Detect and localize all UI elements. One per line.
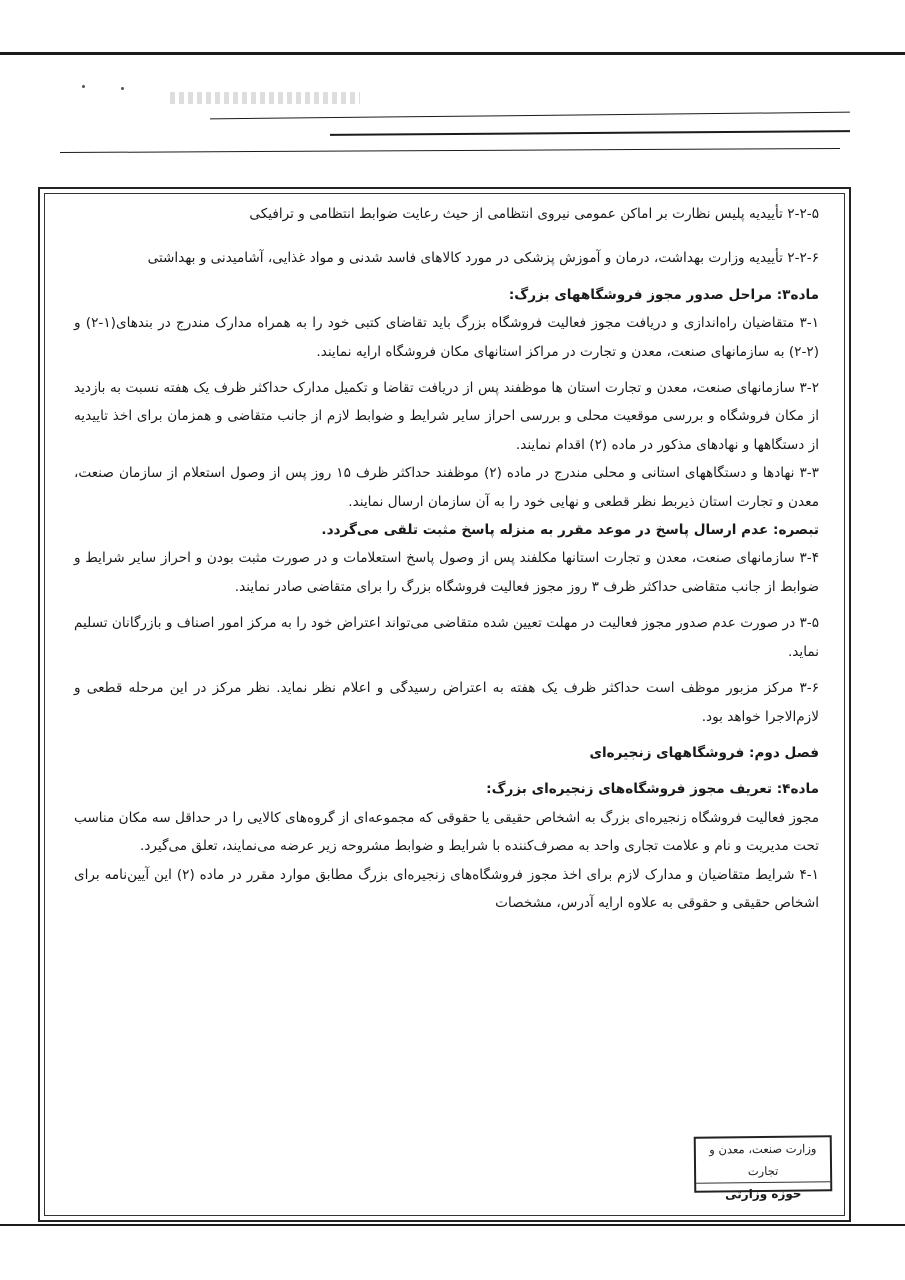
clause-2-2-5: ۲-۲-۵ تأییدیه پلیس نظارت بر اماکن عمومی نیروی انتظامی از حیث رعایت ضوابط انتظامی و ترافیکی xyxy=(249,206,819,222)
stamp-ministry-name: وزارت صنعت، معدن و تجارت xyxy=(696,1137,830,1183)
scan-smudge xyxy=(170,92,360,104)
clause-3-6: ۳-۶ مرکز مزبور موظف است حداکثر ظرف یک هفته به اعتراض رسیدگی و اعلام نظر نماید. نظر مرکز در این مرحله قطعی و لازم‌الاجرا خواهد بود. xyxy=(74,680,819,725)
clause-2-2-6: ۲-۲-۶ تأییدیه وزارت بهداشت، درمان و آموزش پزشکی در مورد کالاهای فاسد شدنی و مواد غذایی، آشامیدنی و بهداشتی xyxy=(147,250,819,267)
note-paragraph: تبصره: عدم ارسال پاسخ در موعد مقرر به منزله پاسخ مثبت تلقی می‌گردد. xyxy=(321,522,819,539)
document-body xyxy=(74,200,819,917)
chapter-2-heading: فصل دوم: فروشگاههای زنجیره‌ای xyxy=(589,744,819,761)
article-3-heading: ماده۳: مراحل صدور مجوز فروشگاههای بزرگ: xyxy=(508,286,819,303)
clause-3-2: ۳-۲ سازمانهای صنعت، معدن و تجارت استان ها موظفند پس از دریافت تقاضا و تکمیل مدارک حداکثر ظرف یک هفته نسبت به بازدید از مکان فروشگاه و بررسی موقعیت محلی و بررسی احراز سایر شرایط و ضوابط لازم از جانب متقاضی و همزمان برای اخذ تاییدیه از دستگاهها و نهادهای مذکور در ماده (۲) اقدام نمایند. xyxy=(74,380,819,453)
clause-3-1: ۳-۱ متقاضیان راه‌اندازی و دریافت مجوز فعالیت فروشگاه بزرگ باید تقاضای کتبی خود را به همراه مدارک مندرج در بندهای(۱-۲) و (۲-۲) به سازمانهای صنعت، معدن و تجارت در مراکز استانهای مکان فروشگاه ارایه نمایند. xyxy=(74,315,819,360)
clause-4-1: ۴-۱ شرایط متقاضیان و مدارک لازم برای اخذ مجوز فروشگاه‌های زنجیره‌ای بزرگ مطابق موارد مقرر در ماده (۲) این آیین‌نامه برای اشخاص حقیقی و حقوقی به علاوه ارایه آدرس، مشخصات xyxy=(74,866,819,911)
scan-line-2 xyxy=(210,112,850,120)
clause-3-3: ۳-۳ نهادها و دستگاههای استانی و محلی مندرج در ماده (۲) موظفند حداکثر ظرف ۱۵ روز پس از وصول استعلام از سازمان صنعت، معدن و تجارت استان ذیربط نظر قطعی و نهایی خود را به آن سازمان ارسال نمایند. xyxy=(74,465,819,510)
scan-line-3 xyxy=(330,130,850,136)
scan-dot xyxy=(121,87,124,90)
article-4-body: مجوز فعالیت فروشگاه زنجیره‌ای بزرگ به اشخاص حقیقی یا حقوقی که مجموعه‌ای از گروه‌های کالایی را در حداقل سه مکان مناسب تحت مدیریت و نام و علامت تجاری واحد به مصرف‌کننده با شرایط و ضوابط مشروحه زیر عرضه می‌نمایند، تعلق می‌گیرد. xyxy=(74,809,819,855)
stamp-office-name: حوزه وزارتی xyxy=(725,1186,802,1202)
clause-3-5: ۳-۵ در صورت عدم صدور مجوز فعالیت در مهلت تعیین شده متقاضی می‌تواند اعتراض خود را به مرکز امور اصناف و بازرگانان تسلیم نماید. xyxy=(74,615,819,660)
article-4-heading: ماده۴: تعریف مجوز فروشگاه‌های زنجیره‌ای بزرگ: xyxy=(486,781,819,798)
ministry-stamp xyxy=(694,1135,833,1202)
scan-bottom-line xyxy=(0,1224,905,1226)
scan-line-4 xyxy=(60,148,840,153)
scan-dot xyxy=(82,85,85,88)
scan-top-line xyxy=(0,52,905,55)
clause-3-4: ۳-۴ سازمانهای صنعت، معدن و تجارت استانها مکلفند پس از وصول پاسخ استعلامات و در صورت مثبت بودن و احراز سایر شرایط و ضوابط از جانب متقاضی حداکثر ظرف ۳ روز مجوز فعالیت فروشگاه بزرگ را برای متقاضی صادر نمایند. xyxy=(74,550,819,595)
